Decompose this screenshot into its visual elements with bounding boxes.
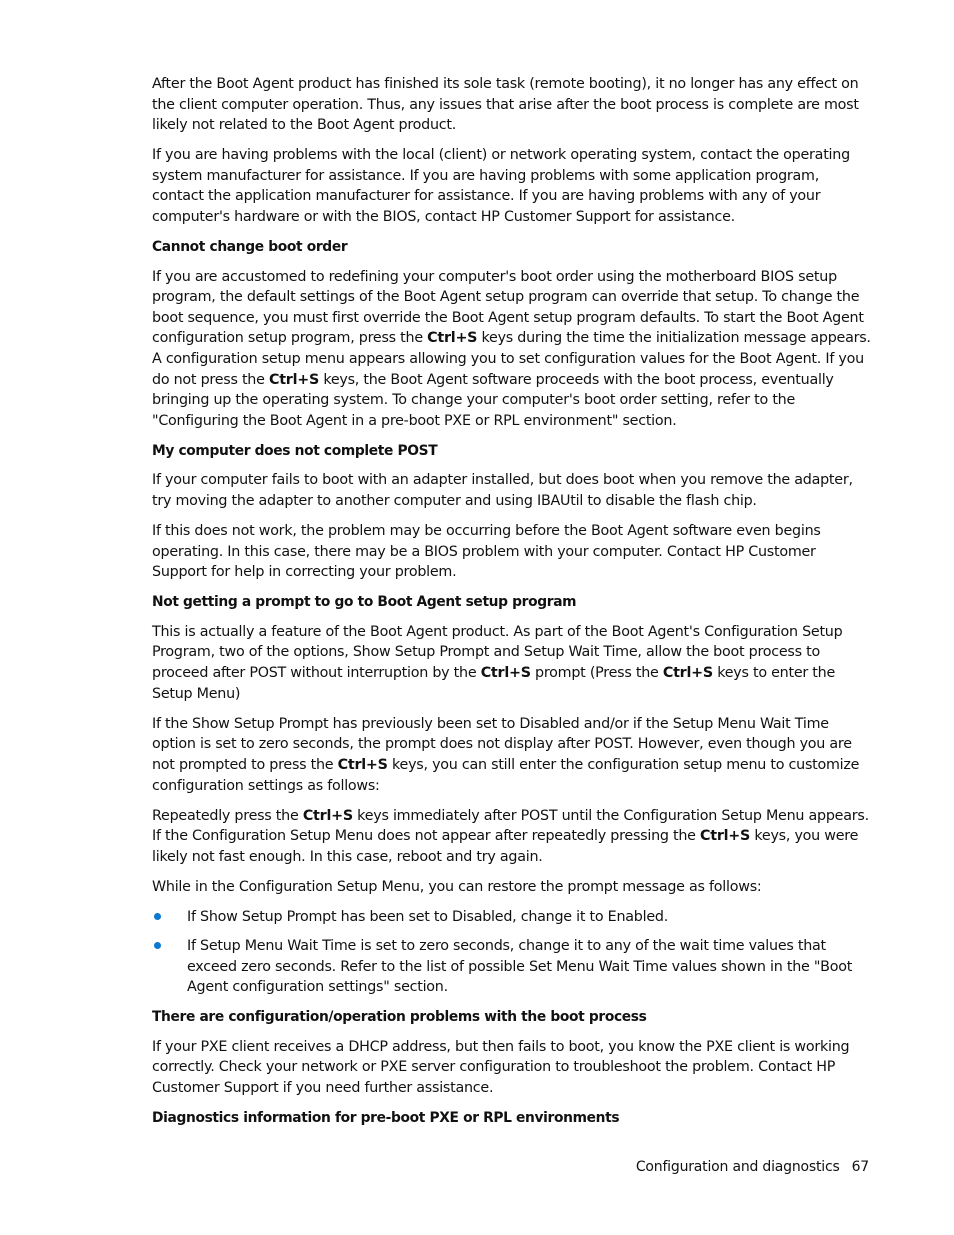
heading-cannot-change-boot-order: Cannot change boot order [152, 239, 348, 256]
document-body [152, 74, 872, 1138]
text-span: This is actually a feature of the Boot Agent product. As part of the Boot Agent's Configuration Setup Program, two of the options, Show Setup Prompt and Setup Wait Time, allow the boot process to proceed after POST without interruption by the [152, 623, 843, 682]
bullet-icon [154, 942, 161, 949]
heading-diagnostics: Diagnostics information for pre-boot PXE or RPL environments [152, 1110, 620, 1127]
key-ctrl-s: Ctrl+S [268, 371, 320, 388]
text-span: Repeatedly press the [152, 807, 303, 824]
paragraph-feature [152, 622, 872, 704]
list-item-text: If Setup Menu Wait Time is set to zero seconds, change it to any of the wait time values that exceed zero seconds. Refer to the list of possible Set Menu Wait Time values shown in the "Boot Agent configuration settings" section. [187, 938, 853, 996]
list-item [152, 936, 872, 998]
text-span: keys, the Boot Agent software proceeds with the boot process, eventually bringing up the operating system. To change your computer's boot order setting, refer to the "Configuring the Boot Agent in a pre-boot PXE or RPL environment" section. [152, 371, 834, 429]
text-span: keys, you can still enter the configuration setup menu to customize configuration settings as follows: [152, 756, 860, 794]
paragraph-show-setup [152, 714, 872, 796]
key-ctrl-s: Ctrl+S [427, 330, 478, 347]
bullet-list [152, 907, 872, 998]
key-ctrl-s: Ctrl+S [480, 665, 531, 682]
paragraph-pxe-client: If your PXE client receives a DHCP address, but then fails to boot, you know the PXE client is working correctly. Check your network or PXE server configuration to troubleshoot the problem. Contact HP Customer Support if you need further assistance. [152, 1038, 850, 1097]
page-footer [636, 1157, 869, 1177]
key-ctrl-s: Ctrl+S [700, 828, 751, 845]
key-ctrl-s: Ctrl+S [662, 665, 713, 682]
heading-no-prompt: Not getting a prompt to go to Boot Agent setup program [152, 594, 577, 611]
footer-section: Configuration and diagnostics [635, 1159, 840, 1175]
text-span: keys, you were likely not fast enough. In this case, reboot and try again. [152, 828, 859, 865]
paragraph-adapter: If your computer fails to boot with an adapter installed, but does boot when you remove the adapter, try moving the adapter to another computer and using IBAUtil to disable the flash chip. [152, 472, 853, 509]
paragraph-os-problems: If you are having problems with the local (client) or network operating system, contact the operating system manufacturer for assistance. If you are having problems with some application program, contact the application manufacturer for assistance. If you are having problems with any of your computer's hardware or with the BIOS, contact HP Customer Support for assistance. [152, 147, 850, 226]
paragraph-restore-prompt: While in the Configuration Setup Menu, you can restore the prompt message as follows: [152, 878, 762, 895]
paragraph-boot-order [152, 267, 872, 432]
text-span: keys immediately after POST until the Configuration Setup Menu appears. If the Configuration Setup Menu does not appear after repeatedly pressing the [152, 807, 869, 845]
bullet-icon [154, 913, 161, 920]
paragraph-intro: After the Boot Agent product has finished its sole task (remote booting), it no longer has any effect on the client computer operation. Thus, any issues that arise after the boot process is complete are most likely not related to the Boot Agent product. [152, 76, 859, 134]
key-ctrl-s: Ctrl+S [337, 756, 388, 773]
text-span: If you are accustomed to redefining your computer's boot order using the motherboard BIOS setup program, the default settings of the Boot Agent setup program can override that setup. To change the boot sequence, you must first override the Boot Agent setup program defaults. To start the Boot Agent configuration setup program, press the [152, 268, 864, 347]
list-item [152, 907, 872, 928]
text-span: keys during the time the initialization message appears. A configuration setup menu appears allowing you to set configuration values for the Boot Agent. If you do not press the [152, 330, 871, 388]
heading-config-problems: There are configuration/operation problems with the boot process [152, 1009, 647, 1026]
text-span: prompt (Press the [530, 665, 663, 682]
page-number: 67 [851, 1159, 869, 1175]
heading-post: My computer does not complete POST [152, 442, 438, 459]
paragraph-bios-problem: If this does not work, the problem may be occurring before the Boot Agent software even begins operating. In this case, there may be a BIOS problem with your computer. Contact HP Customer Support for help in correcting your problem. [152, 523, 821, 581]
text-span: keys to enter the Setup Menu) [152, 665, 836, 702]
list-item-text: If Show Setup Prompt has been set to Disabled, change it to Enabled. [187, 909, 668, 925]
paragraph-repeatedly [152, 806, 872, 868]
text-span: If the Show Setup Prompt has previously been set to Disabled and/or if the Setup Menu Wait Time option is set to zero seconds, the prompt does not display after POST. However, even though you are not prompted to press the [152, 715, 852, 773]
key-ctrl-s: Ctrl+S [302, 807, 353, 824]
